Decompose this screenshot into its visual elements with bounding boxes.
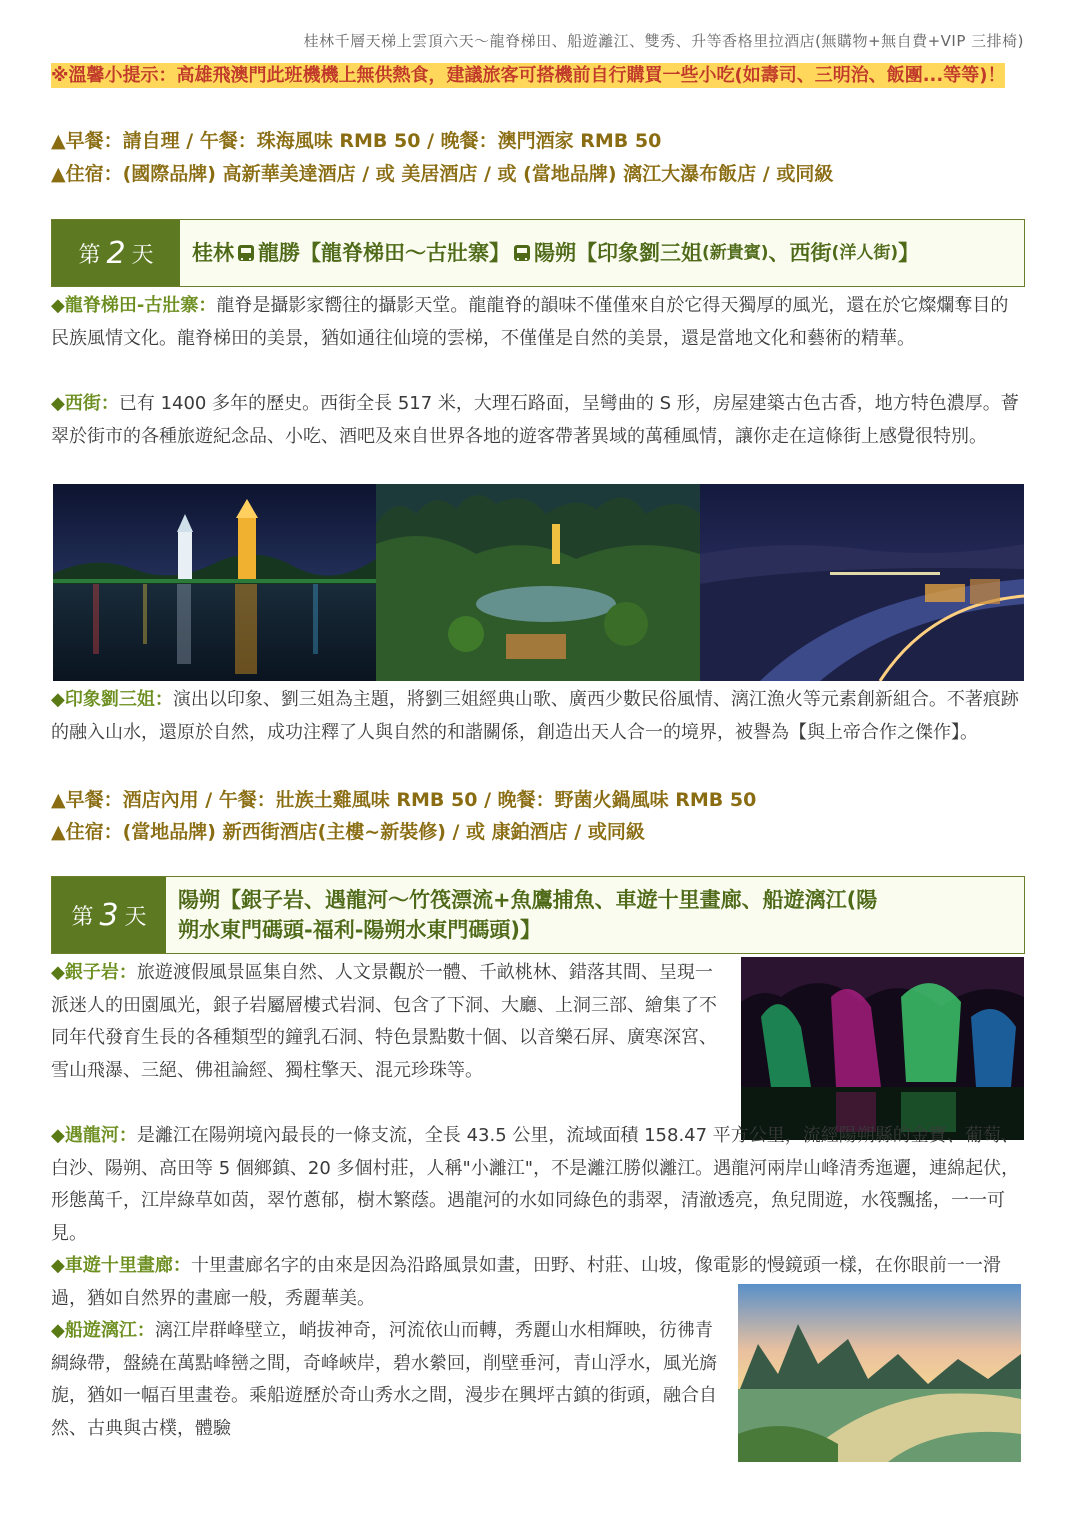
- diamond-bullet-icon: ◆: [51, 295, 65, 316]
- day3-banner: [51, 876, 1025, 954]
- day3-item-gallery: ◆車遊十里畫廊：十里畫廊名字的由來是因為沿路風景如畫，田野、村莊、山坡，像電影的慢鏡頭一樣，在你眼前一一滑過，猶如自然界的畫廊一般，秀麗華美。: [51, 1255, 1001, 1309]
- day2-item-xijie: ◆西街：已有 1400 多年的歷史。西街全長 517 米，大理石路面，呈彎曲的 S 形，房屋建築古色古香，地方特色濃厚。薈翠於街市的各種旅遊紀念品、小吃、酒吧及來自世界各地的遊客帶著異域的萬種風情，讓你走在這條街上感覺很特別。: [51, 393, 1019, 447]
- document-header: 桂林千層天梯上雲頂六天～龍脊梯田、船遊灕江、雙秀、升等香格里拉酒店(無購物+無自費+VIP 三排椅): [303, 32, 1024, 50]
- day3-item-silver-cave: ◆銀子岩：旅遊渡假風景區集自然、人文景觀於一體、千畝桃林、錯落其間、呈現一派迷人的田園風光，銀子岩屬層樓式岩洞、包含了下洞、大廳、上洞三部、繪集了不同年代發育生長的各種類型的鐘乳石洞、特色景點數十個、以音樂石屏、廣寒深宮、雪山飛瀑、三絕、佛祖論經、獨柱擎天、混元珍珠等。: [51, 962, 717, 1081]
- day2-meals: ▲早餐：酒店內用 / 午餐：壯族土雞風味 RMB 50 / 晚餐：野菌火鍋風味 RMB 50: [51, 789, 757, 811]
- day3-item-yulong: ◆遇龍河：是灕江在陽朔境內最長的一條支流，全長 43.5 公里，流域面積 158.47 平方公里，流經陽朔縣的金寶、葡萄、白沙、陽朔、高田等 5 個鄉鎮、20 多個村莊，人稱"小灕江"，不是灕江勝似灕江。遇龍河兩岸山峰清秀迤邐，連綿起伏，形態萬千，江岸綠草如茵，翠竹蔥郁，樹木繁蔭。遇龍河的水如同綠色的翡翠，清澈透亮，魚兒閒遊，水筏飄搖，一一可見。: [51, 1125, 1020, 1244]
- diamond-bullet-icon: ◆: [51, 1320, 65, 1341]
- photo-twin-pagodas: [53, 484, 376, 681]
- diamond-bullet-icon: ◆: [51, 393, 65, 414]
- day2-item-impression: ◆印象劉三姐：演出以印象、劉三姐為主題，將劉三姐經典山歌、廣西少數民俗風情、漓江漁火等元素創新組合。不著痕跡的融入山水，還原於自然，成功注釋了人與自然的和諧關係，創造出天人合一的境界，被譽為【與上帝合作之傑作】。: [51, 689, 1019, 743]
- day3-title: 陽朔【銀子岩、遇龍河～竹筏漂流+魚鷹捕魚、車遊十里畫廊、船遊漓江(陽 朔水東門碼頭-福利-陽朔水東門碼頭)】: [178, 888, 878, 942]
- day2-hotel: ▲住宿：(當地品牌) 新西街酒店(主樓~新裝修) / 或 康鉑酒店 / 或同級: [51, 821, 645, 843]
- photo-karst-park: [376, 484, 700, 681]
- diamond-bullet-icon: ◆: [51, 1125, 65, 1146]
- day1-hotel: ▲住宿：(國際品牌) 高新華美達酒店 / 或 美居酒店 / 或 (當地品牌) 漓江大瀑布飯店 / 或同級: [51, 163, 834, 185]
- bus-icon: [238, 245, 254, 261]
- photo-river-city: [700, 484, 1024, 681]
- travel-notice: ※溫馨小提示：高雄飛澳門此班機機上無供熱食，建議旅客可搭機前自行購買一些小吃(如壽司、三明治、飯團...等等)！: [51, 65, 1006, 86]
- photo-silver-cave: [741, 957, 1024, 1140]
- bus-icon: [514, 245, 530, 261]
- day2-banner: [51, 219, 1025, 287]
- diamond-bullet-icon: ◆: [51, 1255, 65, 1276]
- day1-meals: ▲早餐：請自理 / 午餐：珠海風味 RMB 50 / 晚餐：澳門酒家 RMB 50: [51, 130, 662, 152]
- diamond-bullet-icon: ◆: [51, 689, 65, 710]
- day2-item-longji: ◆龍脊梯田-古壯寨：龍脊是攝影家嚮往的攝影天堂。龍龍脊的韻味不僅僅來自於它得天獨厚的風光，還在於它燦爛奪目的民族風情文化。龍脊梯田的美景，猶如通往仙境的雲梯，不僅僅是自然的美景，還是當地文化和藝術的精華。: [51, 295, 1009, 349]
- diamond-bullet-icon: ◆: [51, 962, 65, 983]
- day3-label: 第 3 天: [52, 877, 166, 953]
- day2-label: 第 2 天: [52, 220, 180, 286]
- photo-li-river-sunset: [738, 1284, 1021, 1462]
- day2-title: 桂林 龍勝【龍脊梯田～古壯寨】 陽朔【印象劉三姐 (新貴賓) 、西街 (洋人街) 】: [192, 241, 920, 265]
- day3-item-li-river: ◆船遊漓江：漓江岸群峰壁立，峭拔神奇，河流依山而轉，秀麗山水相輝映，彷彿青綢綠帶，盤繞在萬點峰巒之間，奇峰峽岸，碧水縈回，削壁垂河，青山浮水，風光旖旎，猶如一幅百里畫卷。乘船遊歷於奇山秀水之間，漫步在興坪古鎮的街頭，融合自然、古典與古樸，體驗: [51, 1320, 717, 1439]
